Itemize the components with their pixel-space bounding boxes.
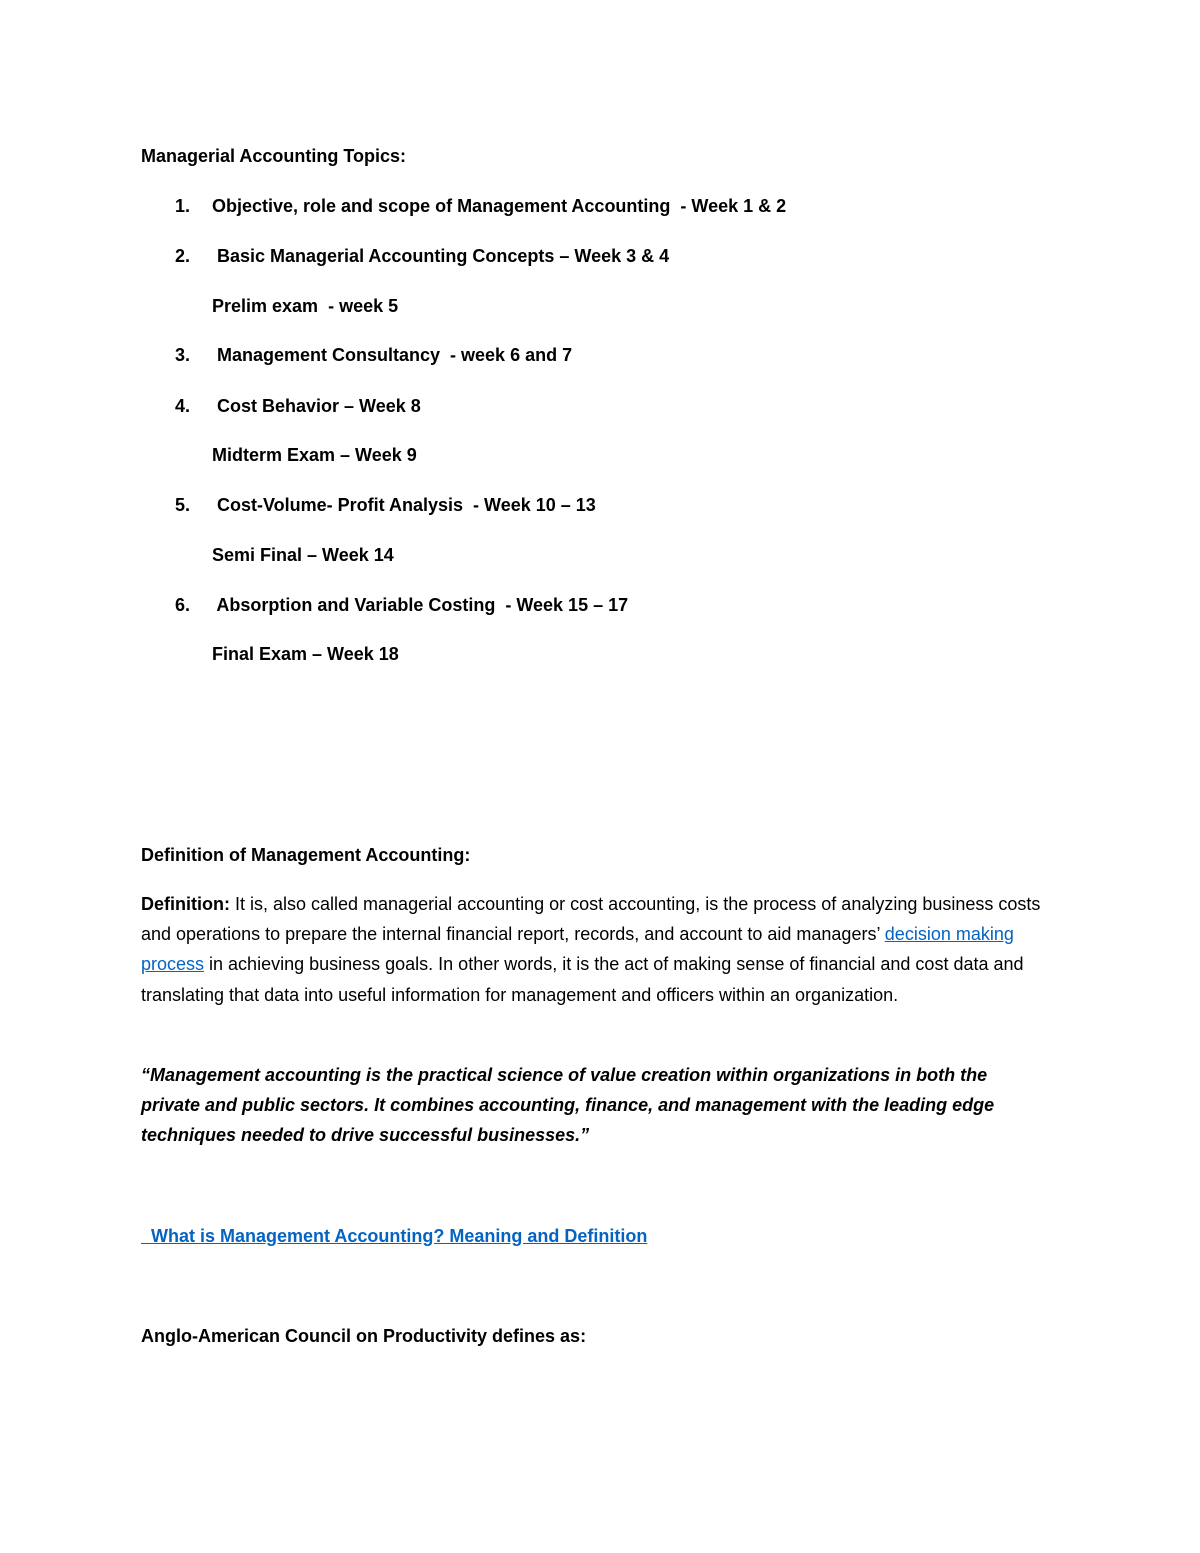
reference-link[interactable]: What is Management Accounting? Meaning and Definition — [141, 1226, 648, 1246]
definition-paragraph — [141, 889, 1046, 1010]
exam-item: Semi Final – Week 14 — [212, 545, 394, 565]
definition-heading: Definition of Management Accounting: — [141, 845, 471, 865]
anglo-american-heading: Anglo-American Council on Productivity defines as: — [141, 1326, 587, 1346]
definition-text: It is, also called managerial accounting or cost accounting, is the process of analyzing business costs and operations to prepare the internal financial report, records, and account to aid managers’ — [141, 894, 1041, 945]
list-number: 4. — [175, 396, 191, 416]
decision-making-link[interactable]: decision making process — [141, 924, 1014, 975]
list-item: Basic Managerial Accounting Concepts – Week 3 & 4 — [212, 246, 670, 266]
list-number: 3. — [175, 345, 191, 365]
list-item: Absorption and Variable Costing - Week 15 – 17 — [212, 595, 629, 615]
list-number: 6. — [175, 595, 191, 615]
list-item: Cost-Volume- Profit Analysis - Week 10 – 13 — [212, 495, 596, 515]
definition-text-continued: in achieving business goals. In other words, it is the act of making sense of financial and cost data and translating that data into useful information for management and officers within an organization. — [141, 954, 1024, 1005]
topics-heading: Managerial Accounting Topics: — [141, 146, 407, 166]
list-number: 1. — [175, 196, 191, 216]
definition-quote: “Management accounting is the practical science of value creation within organizations in both the private and public sectors. It combines accounting, finance, and management with the leading edge techniques needed to drive successful businesses.” — [141, 1065, 995, 1146]
exam-item: Final Exam – Week 18 — [212, 644, 399, 664]
list-item: Objective, role and scope of Management Accounting - Week 1 & 2 — [212, 196, 787, 216]
definition-label: Definition: — [141, 894, 230, 914]
list-number: 5. — [175, 495, 191, 515]
list-item: Cost Behavior – Week 8 — [212, 396, 421, 416]
list-item: Management Consultancy - week 6 and 7 — [212, 345, 573, 365]
list-number: 2. — [175, 246, 191, 266]
exam-item: Prelim exam - week 5 — [212, 296, 399, 316]
exam-item: Midterm Exam – Week 9 — [212, 445, 417, 465]
